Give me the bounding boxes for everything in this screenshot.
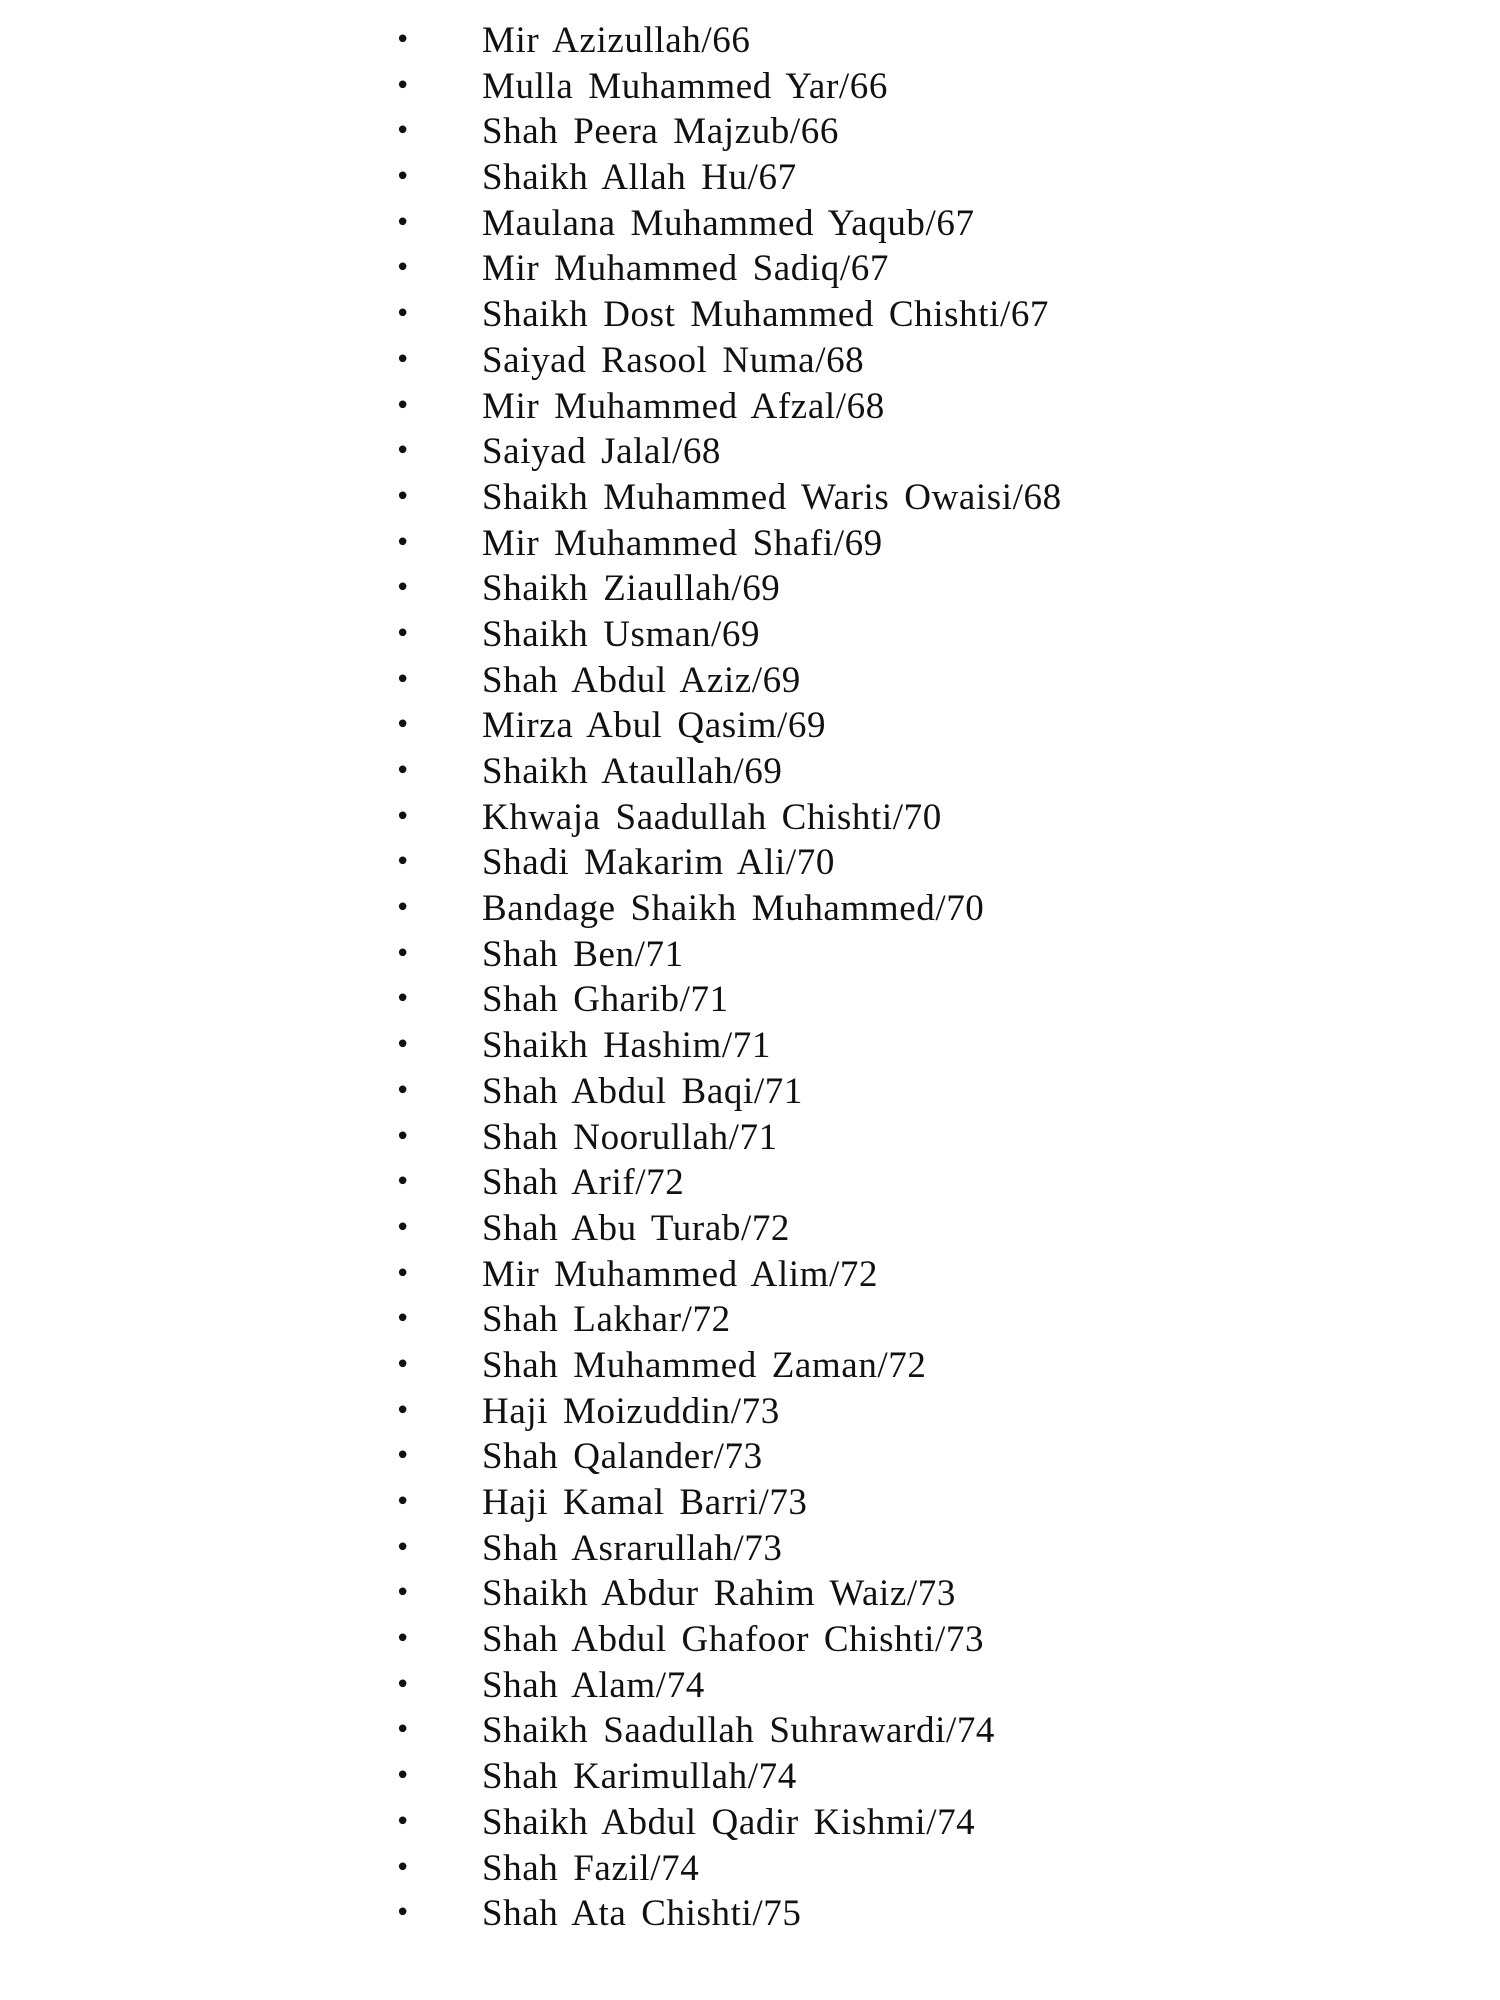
bullet-icon: • xyxy=(395,481,411,512)
bullet-icon: • xyxy=(395,1532,411,1563)
bullet-icon: • xyxy=(395,1212,411,1243)
list-item xyxy=(395,1160,1195,1206)
list-item xyxy=(395,1571,1195,1617)
bullet-icon: • xyxy=(395,801,411,832)
list-item-text: Shaikh Abdur Rahim Waiz/73 xyxy=(482,1573,956,1615)
bullet-icon: • xyxy=(395,162,411,193)
list-item-text: Shah Ben/71 xyxy=(482,933,684,975)
list-item-text: Shaikh Usman/69 xyxy=(482,613,761,655)
bullet-icon: • xyxy=(395,1624,411,1655)
bullet-icon: • xyxy=(395,847,411,878)
list-item xyxy=(395,749,1195,795)
list-item xyxy=(395,521,1195,567)
list-item-text: Mir Muhammed Afzal/68 xyxy=(482,385,885,427)
list-item-text: Haji Kamal Barri/73 xyxy=(482,1482,808,1523)
list-item xyxy=(395,109,1195,155)
list-item-text: Shadi Makarim Ali/70 xyxy=(482,842,835,884)
bullet-icon: • xyxy=(395,344,411,375)
list-item xyxy=(395,1663,1195,1709)
bullet-icon: • xyxy=(395,1121,411,1152)
list-item-text: Haji Moizuddin/73 xyxy=(482,1390,780,1432)
list-item xyxy=(395,703,1195,749)
list-item-text: Maulana Muhammed Yaqub/67 xyxy=(482,202,975,244)
list-item xyxy=(395,1206,1195,1252)
list-item xyxy=(395,64,1195,110)
list-item xyxy=(395,795,1195,841)
list-item-text: Shah Karimullah/74 xyxy=(482,1756,797,1798)
bullet-icon: • xyxy=(395,664,411,695)
list-item xyxy=(395,1846,1195,1892)
list-item xyxy=(395,1069,1195,1115)
list-item xyxy=(395,658,1195,704)
bullet-icon: • xyxy=(395,207,411,238)
list-item xyxy=(395,1708,1195,1754)
list-item xyxy=(395,1891,1195,1937)
list-item-text: Mir Azizullah/66 xyxy=(482,20,751,61)
list-item-text: Shah Muhammed Zaman/72 xyxy=(482,1344,927,1386)
list-item xyxy=(395,1526,1195,1572)
list-item-text: Shah Alam/74 xyxy=(482,1664,705,1706)
list-item xyxy=(395,1480,1195,1526)
list-item-text: Mir Muhammed Sadiq/67 xyxy=(482,248,889,290)
bullet-icon: • xyxy=(395,1349,411,1380)
bullet-icon: • xyxy=(395,938,411,969)
bullet-icon: • xyxy=(395,984,411,1015)
list-item-text: Shaikh Allah Hu/67 xyxy=(482,157,797,199)
list-item xyxy=(395,429,1195,475)
bullet-icon: • xyxy=(395,756,411,786)
bullet-icon: • xyxy=(395,1487,411,1517)
list-item xyxy=(395,612,1195,658)
bullet-icon: • xyxy=(395,527,411,558)
list-item xyxy=(395,384,1195,430)
list-item-text: Bandage Shaikh Muhammed/70 xyxy=(482,888,985,930)
bullet-icon: • xyxy=(395,299,411,330)
list-item-text: Shaikh Hashim/71 xyxy=(482,1025,772,1067)
bullet-icon: • xyxy=(395,1030,411,1061)
list-item xyxy=(395,155,1195,201)
list-item xyxy=(395,1434,1195,1480)
list-item-text: Shah Ata Chishti/75 xyxy=(482,1893,802,1935)
list-item xyxy=(395,338,1195,384)
list-item-text: Shaikh Muhammed Waris Owaisi/68 xyxy=(482,476,1062,518)
bullet-icon: • xyxy=(395,1075,411,1106)
bullet-icon: • xyxy=(395,1898,411,1929)
list-item-text: Mirza Abul Qasim/69 xyxy=(482,705,827,747)
bullet-icon: • xyxy=(395,893,411,924)
list-item xyxy=(395,201,1195,247)
list-item-text: Mulla Muhammed Yar/66 xyxy=(482,65,888,107)
list-item xyxy=(395,292,1195,338)
bullet-icon: • xyxy=(395,1578,411,1609)
list-item-text: Shah Fazil/74 xyxy=(482,1847,700,1889)
list-item xyxy=(395,1297,1195,1343)
bullet-icon: • xyxy=(395,436,411,467)
list-item-text: Shah Asrarullah/73 xyxy=(482,1527,783,1569)
list-item xyxy=(395,886,1195,932)
bullet-icon: • xyxy=(395,1669,411,1700)
list-item-text: Mir Muhammed Alim/72 xyxy=(482,1253,879,1295)
list-item xyxy=(395,840,1195,886)
list-item xyxy=(395,1252,1195,1298)
list-item-text: Mir Muhammed Shafi/69 xyxy=(482,522,883,564)
list-item-text: Shah Abdul Ghafoor Chishti/73 xyxy=(482,1619,985,1661)
name-list xyxy=(395,18,1195,1937)
bullet-icon: • xyxy=(395,618,411,649)
bullet-icon: • xyxy=(395,1167,411,1198)
list-item-text: Saiyad Rasool Numa/68 xyxy=(482,339,865,381)
list-item xyxy=(395,1617,1195,1663)
list-item-text: Shah Qalander/73 xyxy=(482,1436,763,1478)
list-item-text: Shah Peera Majzub/66 xyxy=(482,111,839,153)
list-item xyxy=(395,932,1195,978)
list-item xyxy=(395,18,1195,64)
list-item xyxy=(395,1115,1195,1161)
bullet-icon: • xyxy=(395,1304,411,1335)
bullet-icon: • xyxy=(395,25,411,55)
bullet-icon: • xyxy=(395,1806,411,1837)
list-item xyxy=(395,977,1195,1023)
bullet-icon: • xyxy=(395,1715,411,1746)
list-item-text: Shah Noorullah/71 xyxy=(482,1116,778,1158)
list-item-text: Shaikh Saadullah Suhrawardi/74 xyxy=(482,1710,996,1752)
bullet-icon: • xyxy=(395,1761,411,1792)
list-item-text: Shaikh Dost Muhammed Chishti/67 xyxy=(482,294,1050,336)
bullet-icon: • xyxy=(395,70,411,101)
list-item-text: Shah Arif/72 xyxy=(482,1162,685,1204)
bullet-icon: • xyxy=(395,116,411,147)
list-item xyxy=(395,1800,1195,1846)
list-item-text: Shah Lakhar/72 xyxy=(482,1299,731,1341)
list-item-text: Shah Gharib/71 xyxy=(482,979,729,1021)
bullet-icon: • xyxy=(395,253,411,284)
list-item xyxy=(395,566,1195,612)
bullet-icon: • xyxy=(395,390,411,421)
bullet-icon: • xyxy=(395,1395,411,1426)
list-item xyxy=(395,1343,1195,1389)
list-item xyxy=(395,246,1195,292)
list-item-text: Shah Abdul Baqi/71 xyxy=(482,1070,803,1112)
list-item-text: Shaikh Ziaullah/69 xyxy=(482,568,781,610)
list-item xyxy=(395,475,1195,521)
bullet-icon: • xyxy=(395,1852,411,1883)
list-item-text: Shaikh Abdul Qadir Kishmi/74 xyxy=(482,1801,976,1843)
list-item xyxy=(395,1754,1195,1800)
list-item-text: Saiyad Jalal/68 xyxy=(482,431,722,473)
list-item-text: Shaikh Ataullah/69 xyxy=(482,751,783,792)
list-item-text: Khwaja Saadullah Chishti/70 xyxy=(482,796,942,838)
bullet-icon: • xyxy=(395,710,411,741)
bullet-icon: • xyxy=(395,1258,411,1289)
list-item-text: Shah Abdul Aziz/69 xyxy=(482,659,801,701)
bullet-icon: • xyxy=(395,573,411,604)
list-item xyxy=(395,1023,1195,1069)
list-item-text: Shah Abu Turab/72 xyxy=(482,1207,791,1249)
bullet-icon: • xyxy=(395,1441,411,1472)
list-item xyxy=(395,1389,1195,1435)
